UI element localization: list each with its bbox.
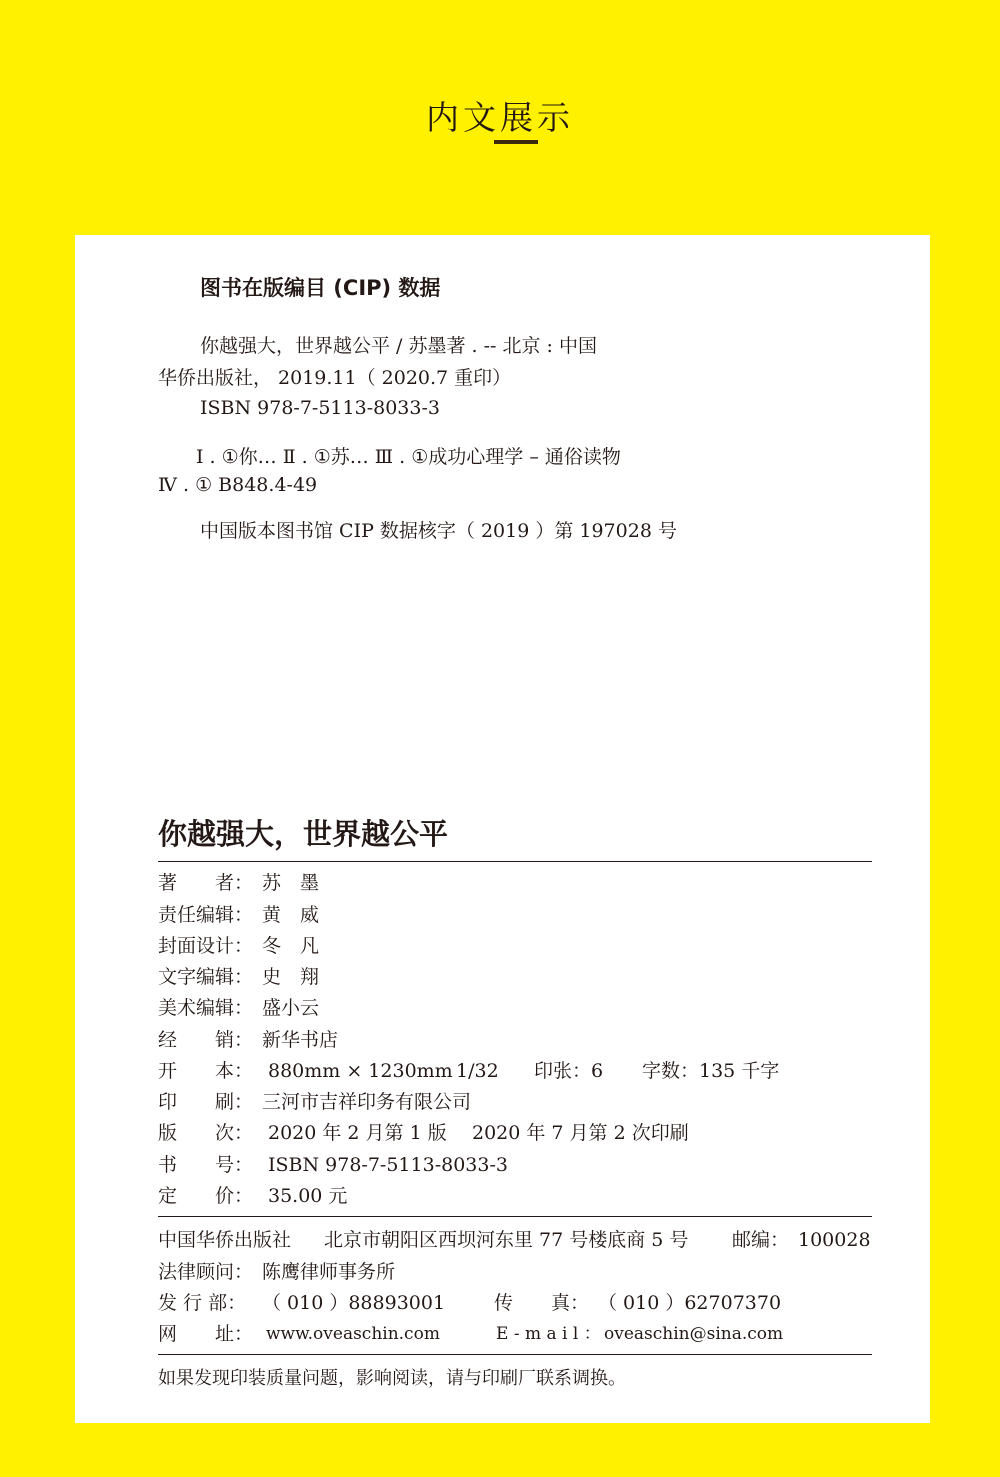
edition-first: 2020 年 2 月第 1 版 [268,1122,447,1144]
spec-label: 开 本： [158,1060,254,1082]
credit-label: 封面设计： [158,935,254,957]
email-label: E - m a i l ： [496,1324,601,1344]
price-value: 35.00 元 [268,1185,348,1207]
credit-value: 黄 威 [262,904,320,926]
word-count: 字数：135 千字 [642,1060,780,1082]
price-label: 定 价： [158,1185,254,1207]
credit-value: 苏 墨 [262,872,320,894]
credit-label: 经 销： [158,1029,254,1051]
credit-label: 文字编辑： [158,966,254,988]
cip-line: 你越强大，世界越公平 / 苏墨著 . -- 北京 : 中国 [200,335,597,357]
sheet-count: 印张：6 [534,1060,604,1082]
divider [158,1216,872,1217]
credit-value: 史 翔 [262,966,320,988]
publisher-address: 北京市朝阳区西坝河东里 77 号楼底商 5 号 [324,1229,689,1251]
cip-line: Ⅰ . ①你… Ⅱ . ①苏… Ⅲ . ①成功心理学 – 通俗读物 [196,446,621,468]
format-size: 880mm × 1230mm [268,1060,453,1082]
dept-label: 发 行 部： [158,1292,247,1314]
divider [158,861,872,862]
edition-label: 版 次： [158,1122,254,1144]
credit-label: 责任编辑： [158,904,254,926]
publisher-name: 中国华侨出版社 [158,1229,292,1251]
footer-note: 如果发现印装质量问题，影响阅读，请与印刷厂联系调换。 [158,1368,626,1389]
cip-title: 图书在版编目 (CIP) 数据 [200,276,441,300]
credit-value: 新华书店 [262,1029,339,1051]
postcode-value: 100028 [798,1229,871,1251]
postcode-label: 邮编： [732,1229,790,1251]
dept-phone: （ 010 ）88893001 [262,1292,446,1314]
credit-label: 美术编辑： [158,997,254,1019]
page-header-title: 内文展示 [426,98,574,137]
cip-line: ISBN 978-7-5113-8033-3 [200,397,440,419]
legal-value: 陈鹰律师事务所 [262,1261,396,1283]
cip-line: 华侨出版社， 2019.11（ 2020.7 重印） [158,367,512,389]
book-title: 你越强大，世界越公平 [158,817,449,851]
printer-label: 印 刷： [158,1091,254,1113]
printer-value: 三河市吉祥印务有限公司 [262,1091,472,1113]
email-value: oveaschin@sina.com [604,1324,784,1344]
web-label: 网 址： [158,1323,254,1345]
header-underline [494,140,538,144]
isbn-label: 书 号： [158,1154,254,1176]
format-fraction: 1/32 [456,1060,499,1082]
isbn-value: ISBN 978-7-5113-8033-3 [268,1154,508,1176]
credit-label: 著 者： [158,872,254,894]
edition-second: 2020 年 7 月第 2 次印刷 [472,1122,689,1144]
cip-line: 中国版本图书馆 CIP 数据核字（ 2019 ）第 197028 号 [200,520,677,542]
credit-value: 盛小云 [262,997,320,1019]
fax-value: （ 010 ）62707370 [598,1292,782,1314]
credit-value: 冬 凡 [262,935,320,957]
legal-label: 法律顾问： [158,1261,254,1283]
web-value: www.oveaschin.com [266,1324,440,1344]
divider [158,1354,872,1355]
cip-line: Ⅳ . ① B848.4-49 [158,474,318,496]
fax-label: 传 真： [494,1292,590,1314]
